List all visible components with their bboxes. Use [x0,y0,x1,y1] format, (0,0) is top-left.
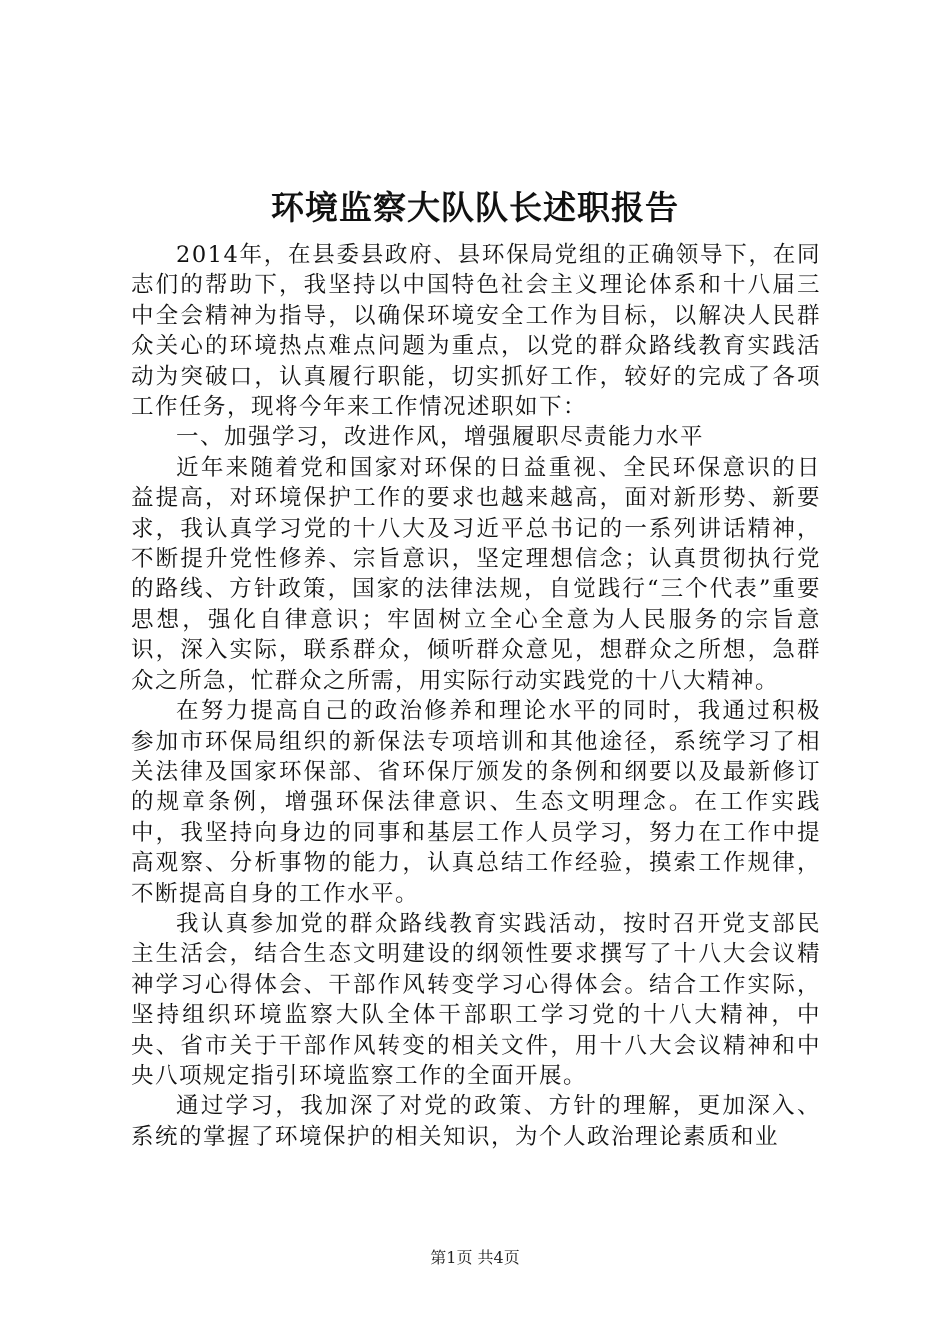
paragraph-mass-line: 我认真参加党的群众路线教育实践活动，按时召开党支部民主生活会，结合生态文明建设的纲领性要求撰写了十八大会议精神学习心得体会、干部作风转变学习心得体会。结合工作实际，坚持组织环境监察大队全体干部职工学习党的十八大精神，中央、省市关于干部作风转变的相关文件，用十八大会议精神和中央八项规定指引环境监察工作的全面开展。 [131,910,821,1089]
paragraph-training: 在努力提高自己的政治修养和理论水平的同时，我通过积极参加市环保局组织的新保法专项培训和其他途径，系统学习了相关法律及国家环保部、省环保厅颁发的条例和纲要以及最新修订的规章条例，增强环保法律意识、生态文明理念。在工作实践中，我坚持向身边的同事和基层工作人员学习，努力在工作中提高观察、分析事物的能力，认真总结工作经验，摸索工作规律，不断提高自身的工作水平。 [131,698,821,907]
document-title: 环境监察大队队长述职报告 [271,188,679,227]
paragraph-result: 通过学习，我加深了对党的政策、方针的理解，更加深入、系统的掌握了环境保护的相关知识，为个人政治理论素质和业 [131,1093,821,1150]
paragraph-intro: 2014年，在县委县政府、县环保局党组的正确领导下，在同志们的帮助下，我坚持以中国特色社会主义理论体系和十八届三中全会精神为指导，以确保环境安全工作为目标，以解决人民群众关心的环境热点难点问题为重点，以党的群众路线教育实践活动为突破口，认真履行职能，切实抓好工作，较好的完成了各项工作任务，现将今年来工作情况述职如下： [131,242,821,421]
section-heading: 一、加强学习，改进作风，增强履职尽责能力水平 [176,424,705,451]
page-footer: 第1页 共4页 [430,1248,520,1267]
document-body [131,240,821,1152]
paragraph-study: 近年来随着党和国家对环保的日益重视、全民环保意识的日益提高，对环境保护工作的要求也越来越高，面对新形势、新要求，我认真学习党的十八大及习近平总书记的一系列讲话精神，不断提升党性修养、宗旨意识，坚定理想信念；认真贯彻执行党的路线、方针政策，国家的法律法规，自觉践行“三个代表”重要思想，强化自律意识；牢固树立全心全意为人民服务的宗旨意识，深入实际，联系群众，倾听群众意见，想群众之所想，急群众之所急，忙群众之所需，用实际行动实践党的十八大精神。 [131,454,821,694]
